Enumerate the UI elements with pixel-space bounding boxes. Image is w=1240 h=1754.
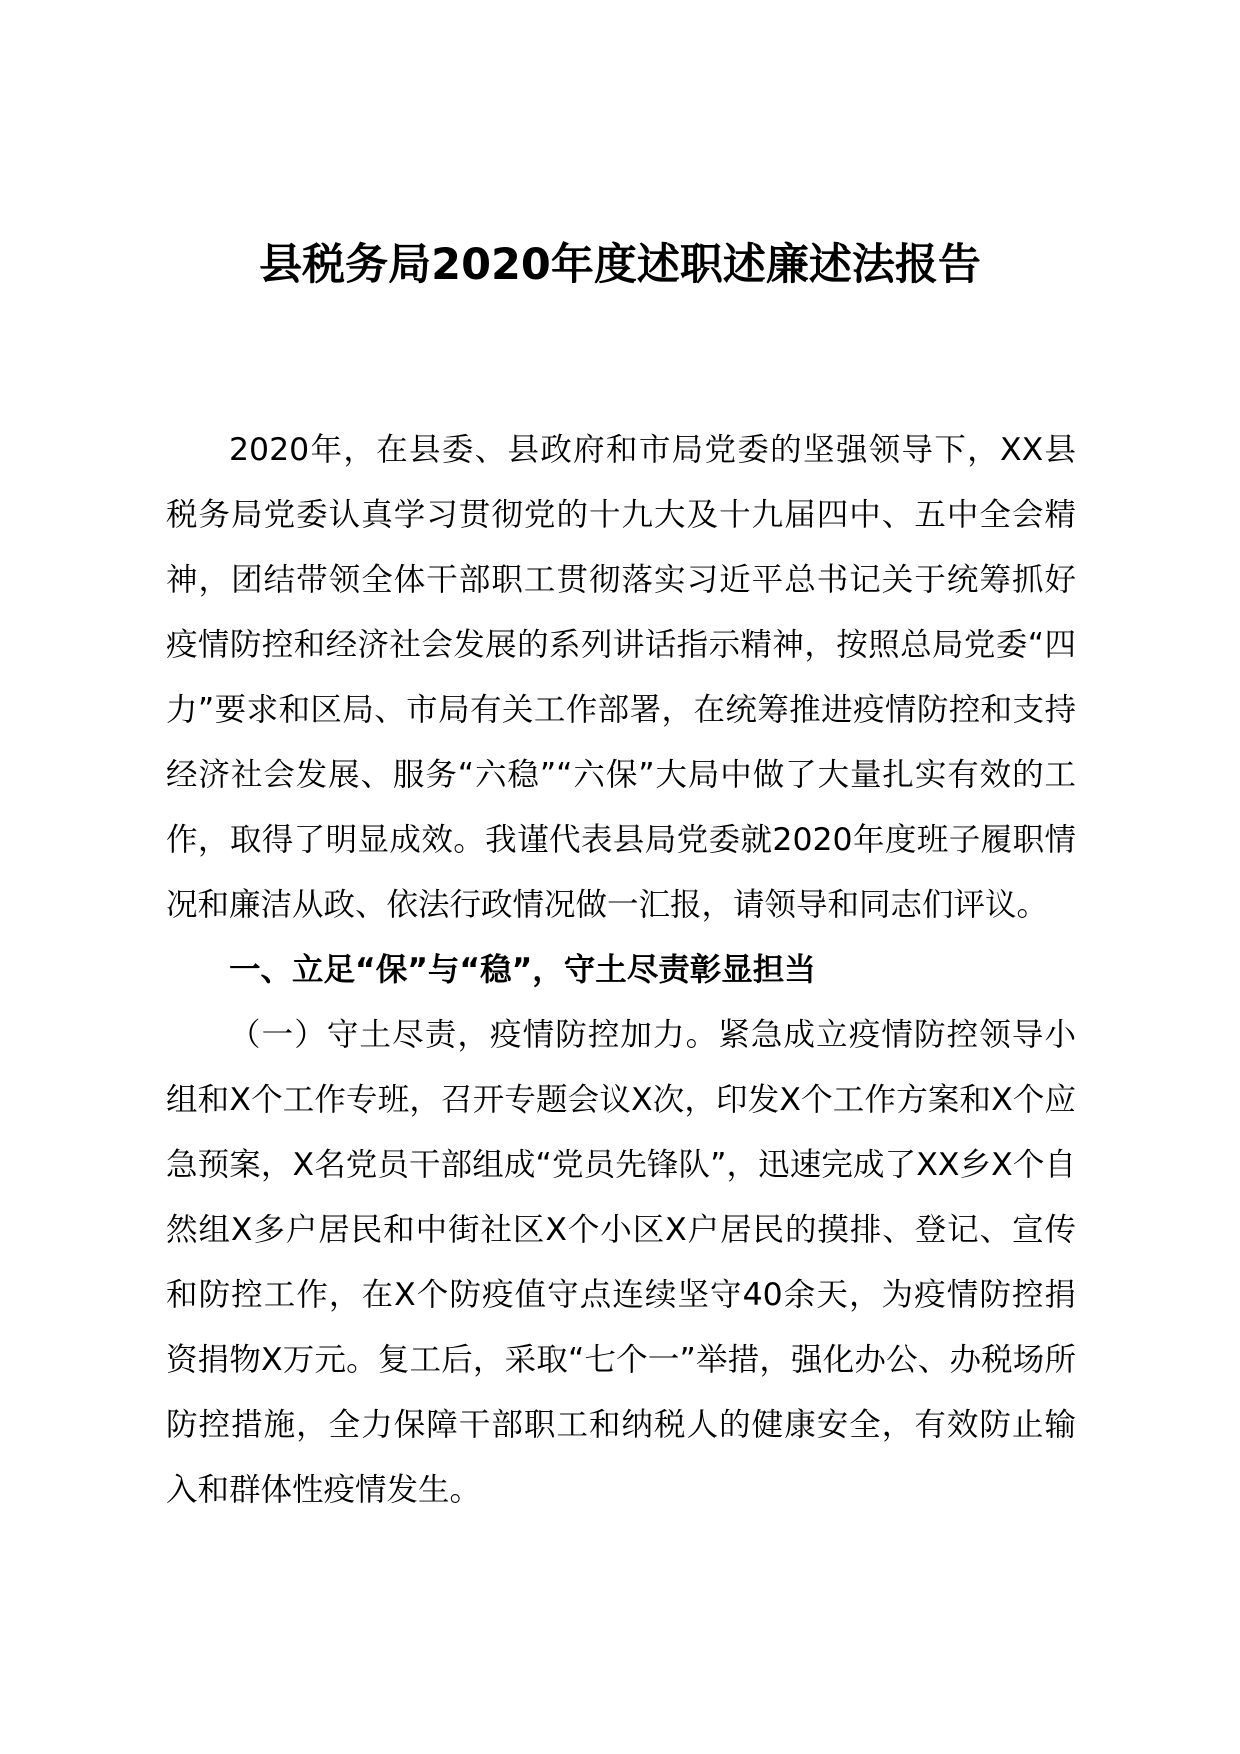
subsection-paragraph-1: （一）守土尽责，疫情防控加力。紧急成立疫情防控领导小组和X个工作专班，召开专题会议X次，印发X个工作方案和X个应急预案，X名党员干部组成“党员先锋队”，迅速完成了XX乡X个自然组X多户居民和中街社区X个小区X户居民的摸排、登记、宣传和防控工作，在X个防疫值守点连续坚守40余天，为疫情防控捐资捐物X万元。复工后，采取“七个一”举措，强化办公、办税场所防控措施，全力保障干部职工和纳税人的健康安全，有效防止输入和群体性疫情发生。 <box>166 1017 1076 1508</box>
document-body <box>166 418 1076 1523</box>
document-title: 县税务局2020年度述职述廉述法报告 <box>259 240 981 290</box>
section-heading-1: 一、立足“保”与“稳”，守土尽责彰显担当 <box>229 952 816 988</box>
intro-paragraph: 2020年，在县委、县政府和市局党委的坚强领导下，XX县税务局党委认真学习贯彻党的十九大及十九届四中、五中全会精神，团结带领全体干部职工贯彻落实习近平总书记关于统筹抓好疫情防控和经济社会发展的系列讲话指示精神，按照总局党委“四力”要求和区局、市局有关工作部署，在统筹推进疫情防控和支持经济社会发展、服务“六稳”“六保”大局中做了大量扎实有效的工作，取得了明显成效。我谨代表县局党委就2020年度班子履职情况和廉洁从政、依法行政情况做一汇报，请领导和同志们评议。 <box>166 432 1076 923</box>
